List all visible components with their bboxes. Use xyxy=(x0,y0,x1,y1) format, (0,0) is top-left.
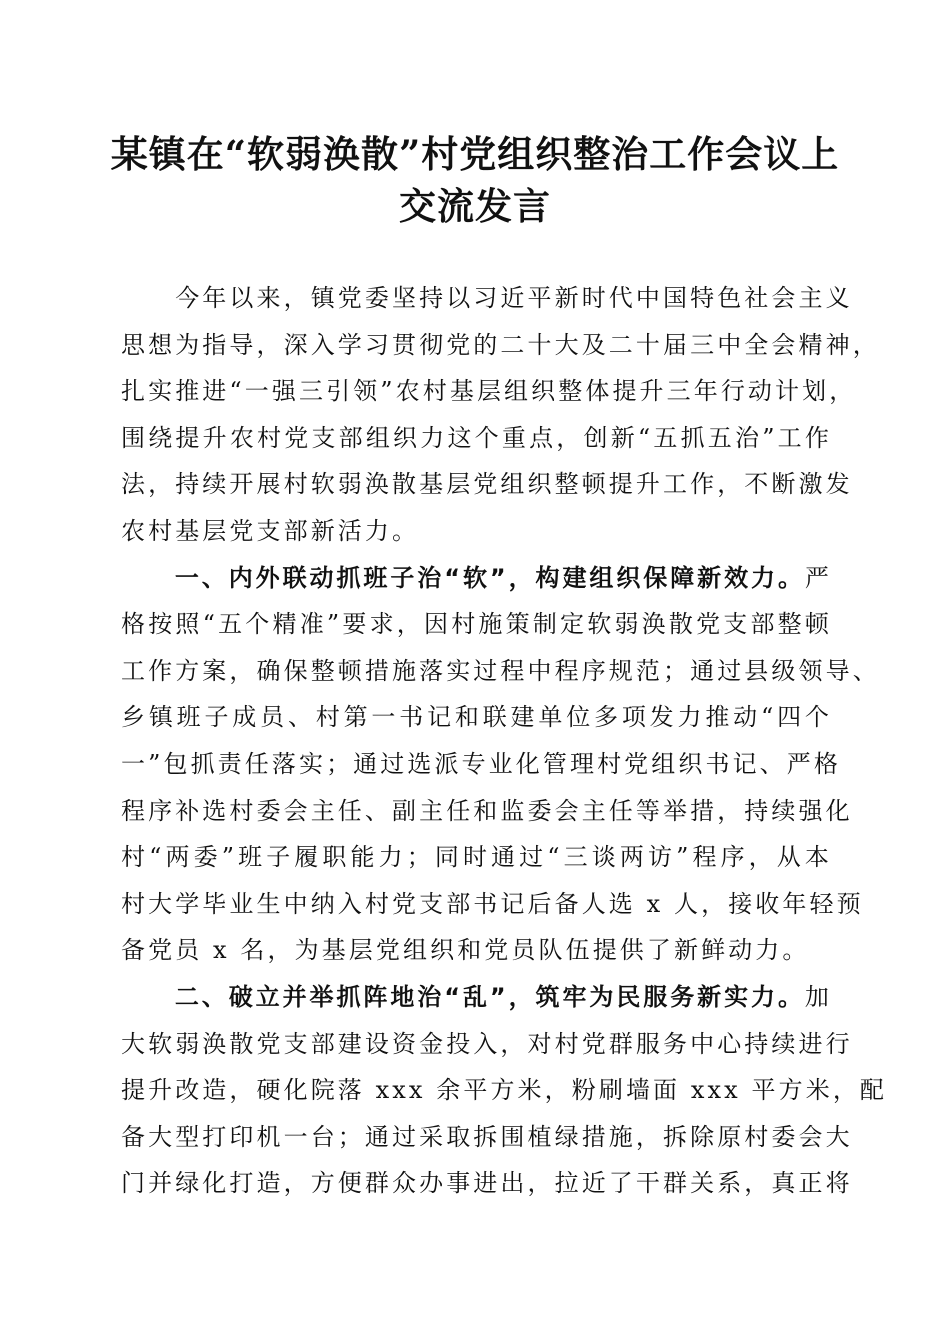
text-line: 法，持续开展村软弱涣散基层党组织整顿提升工作，不断激发 xyxy=(121,470,853,499)
intro-paragraph xyxy=(121,275,880,555)
text-line: 大软弱涣散党支部建设资金投入，对村党群服务中心持续进行 xyxy=(121,1029,853,1058)
text-line: 思想为指导，深入学习贯彻党的二十大及二十届三中全会精神， xyxy=(121,330,880,359)
section-1-paragraph xyxy=(121,555,880,974)
text-line: 备党员 x 名，为基层党组织和党员队伍提供了新鲜动力。 xyxy=(121,936,810,965)
text-line: 门并绿化打造，方便群众办事进出，拉近了干群关系，真正将 xyxy=(121,1169,853,1198)
text-line: 工作方案，确保整顿措施落实过程中程序规范；通过县级领导、 xyxy=(121,656,880,685)
title-line-1: 某镇在“软弱涣散”村党组织整治工作会议上 xyxy=(110,132,840,176)
text-line: 围绕提升农村党支部组织力这个重点，创新“五抓五治”工作 xyxy=(121,423,832,452)
document-body xyxy=(121,275,888,1207)
text-line xyxy=(121,974,832,1021)
section-2-text-start: 加 xyxy=(804,982,832,1011)
text-line: 扎实推进“一强三引领”农村基层组织整体提升三年行动计划， xyxy=(121,377,857,406)
text-line: 格按照“五个精准”要求，因村施策制定软弱涣散党支部整顿 xyxy=(121,610,832,639)
section-2-paragraph xyxy=(121,974,888,1207)
title-line-2: 交流发言 xyxy=(399,184,551,228)
text-line: 乡镇班子成员、村第一书记和联建单位多项发力推动“四个 xyxy=(121,703,832,732)
text-line: 一”包抓责任落实；通过选派专业化管理村党组织书记、严格 xyxy=(121,749,841,778)
text-line: 今年以来，镇党委坚持以习近平新时代中国特色社会主义 xyxy=(121,284,853,312)
text-line: 程序补选村委会主任、副主任和监委会主任等举措，持续强化 xyxy=(121,796,853,825)
document-title xyxy=(110,128,840,232)
text-line xyxy=(121,555,832,602)
section-2-heading: 二、破立并举抓阵地治“乱”，筑牢为民服务新实力。 xyxy=(121,982,805,1011)
text-line: 村“两委”班子履职能力；同时通过“三谈两访”程序，从本 xyxy=(121,843,832,872)
section-1-text-start: 严 xyxy=(804,563,832,592)
section-1-heading: 一、内外联动抓班子治“软”，构建组织保障新效力。 xyxy=(121,563,805,592)
text-line: 备大型打印机一台；通过采取拆围植绿措施，拆除原村委会大 xyxy=(121,1122,853,1151)
text-line: 村大学毕业生中纳入村党支部书记后备人选 x 人，接收年轻预 xyxy=(121,889,864,918)
text-line: 农村基层党支部新活力。 xyxy=(121,516,420,545)
text-line: 提升改造，硬化院落 xxx 余平方米，粉刷墙面 xxx 平方米，配 xyxy=(121,1076,888,1105)
